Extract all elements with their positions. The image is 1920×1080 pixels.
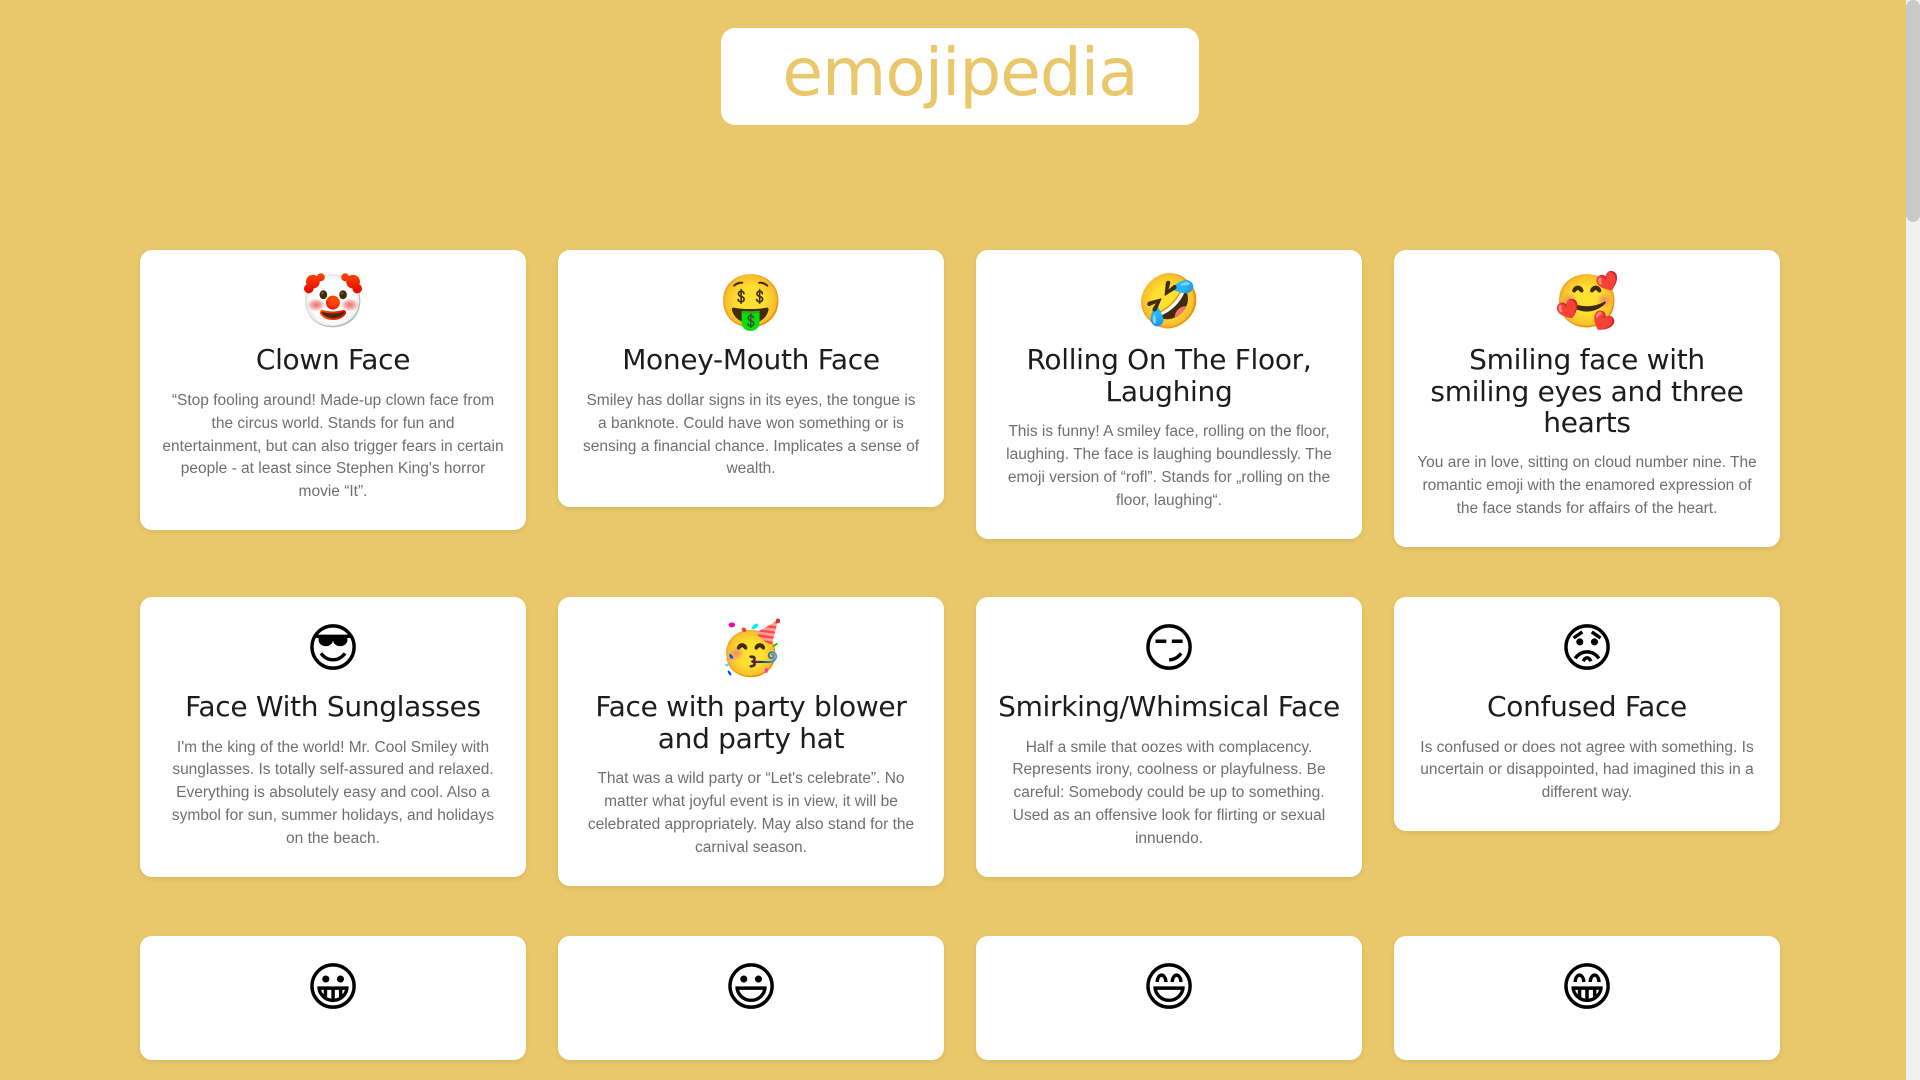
emoji-card-title: Clown Face	[255, 343, 411, 377]
emoji-card-description: This is funny! A smiley face, rolling on the floor, laughing. The face is laughing boundlessly. The emoji version of “rofl”. Stands for „rolling on the floor, laughing“.	[1006, 423, 1332, 509]
emoji-card-description: “Stop fooling around! Made-up clown face from the circus world. Stands for fun and entertainment, but can also trigger fears in certain people - at least since Stephen King's horror movie “It”.	[162, 391, 504, 501]
logo-container	[721, 28, 1199, 125]
emoji-card[interactable]	[976, 936, 1362, 1060]
emoji-card-grid	[140, 125, 1780, 1059]
smiling-face-with-hearts-emoji: 🥰	[1554, 272, 1620, 333]
emoji-card[interactable]	[558, 250, 944, 507]
emoji-card-description: Smiley has dollar signs in its eyes, the tongue is a banknote. Could have won something or is sensing a financial chance. Implicates a sense of wealth.	[582, 391, 920, 478]
emoji-card[interactable]	[1394, 936, 1780, 1060]
emoji-card-title: Face with party blower and party hat	[595, 690, 907, 755]
site-logo-text: emojipedia	[782, 34, 1138, 111]
page-scrollbar[interactable]	[1906, 0, 1920, 1080]
emoji-card-title: Confused Face	[1487, 690, 1687, 724]
emoji-card-title: Face With Sunglasses	[185, 690, 481, 724]
emoji-card[interactable]	[1394, 597, 1780, 831]
smirking-face-emoji: 😏	[1141, 619, 1197, 680]
grinning-face-emoji: 😀	[305, 957, 361, 1018]
emoji-card[interactable]	[558, 936, 944, 1060]
emoji-card-title: Smirking/Whimsical Face	[998, 690, 1340, 724]
emoji-card-description: That was a wild party or “Let's celebrate”. No matter what joyful event is in view, it will be celebrated appropriately. May also stand for the carnival season.	[587, 769, 915, 856]
partying-face-emoji: 🥳	[718, 619, 784, 680]
emoji-card-description: Is confused or does not agree with something. Is uncertain or disappointed, had imagined this in a different way.	[1420, 738, 1754, 802]
emoji-card[interactable]	[140, 936, 526, 1060]
emoji-card[interactable]	[558, 597, 944, 885]
rolling-on-the-floor-laughing-emoji: 🤣	[1136, 272, 1202, 333]
emoji-card-title: Money-Mouth Face	[622, 343, 880, 377]
emoji-card[interactable]	[140, 597, 526, 877]
emoji-card-description: You are in love, sitting on cloud number nine. The romantic emoji with the enamored expression of the face stands for affairs of the heart.	[1417, 454, 1757, 518]
grinning-face-smiling-eyes-emoji: 😄	[1141, 957, 1197, 1018]
clown-face-emoji: 🤡	[300, 272, 366, 333]
site-header	[0, 0, 1920, 125]
money-mouth-face-emoji: 🤑	[718, 272, 784, 333]
emoji-card-title: Smiling face with smiling eyes and three hearts	[1430, 343, 1744, 440]
emoji-card-description: I'm the king of the world! Mr. Cool Smiley with sunglasses. Is totally self-assured and relaxed. Everything is absolutely easy and cool. Also a symbol for sun, summer holidays, and holidays on the beach.	[171, 738, 495, 848]
emoji-card-title: Rolling On The Floor, Laughing	[1026, 343, 1312, 408]
emoji-card[interactable]	[976, 597, 1362, 877]
grinning-face-big-eyes-emoji: 😃	[723, 957, 779, 1018]
emoji-card[interactable]	[140, 250, 526, 530]
emoji-card[interactable]	[1394, 250, 1780, 547]
emoji-card[interactable]	[976, 250, 1362, 538]
beaming-face-emoji: 😁	[1559, 957, 1615, 1018]
emoji-card-description: Half a smile that oozes with complacency. Represents irony, coolness or playfulness. Be careful: Somebody could be up to something. Used as an offensive look for flirting or sexual innuendo.	[1012, 738, 1326, 848]
scrollbar-thumb[interactable]	[1906, 0, 1920, 222]
face-with-sunglasses-emoji: 😎	[305, 619, 361, 680]
confused-face-emoji: 😟	[1559, 619, 1615, 680]
